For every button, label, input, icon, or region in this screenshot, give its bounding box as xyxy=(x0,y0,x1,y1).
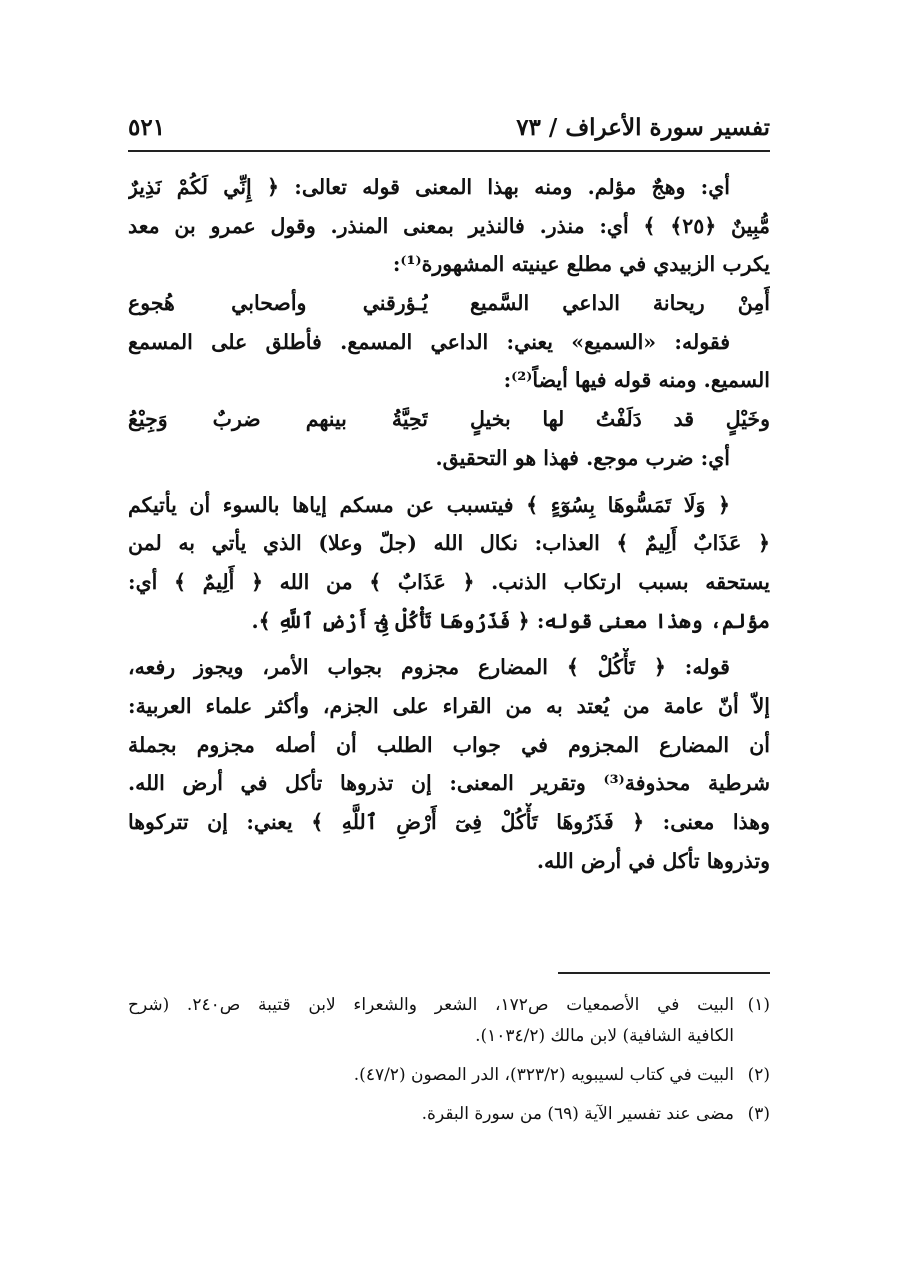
text-line: فقوله: «السميع» يعني: الداعي المسمع. فأطلق على المسمع xyxy=(128,329,730,354)
footnote-2 xyxy=(128,1060,770,1091)
text-line: ﴿ عَذَابٌ أَلِيمٌ ﴾ العذاب: نكال الله (جلّ وعلا) الذي يأتي به لمن xyxy=(128,531,770,556)
footnote-text: البيت في الأصمعيات ص١٧٢، الشعر والشعراء لابن قتيبة ص٢٤٠. (شرح xyxy=(128,995,734,1015)
text-line: أي: وهجٌ مؤلم. ومنه بهذا المعنى قوله تعالى: ﴿ إِنِّي لَكُمْ نَذِيرٌ xyxy=(128,175,730,199)
text-line: يكرب الزبيدي في مطلع عينيته المشهورة⁽¹⁾: xyxy=(392,252,770,277)
text-line: مؤلم، وهذا معنى قوله: ﴿ فَذَرُوهَا تَأْكُلْ فِىٓ أَرْضِ ٱللَّهِ ﴾. xyxy=(251,608,770,633)
text-line: قوله: ﴿ تَأْكُلْ ﴾ المضارع مجزوم بجواب الأمر، ويجوز رفعه، xyxy=(128,655,730,680)
footnote-number: (١) xyxy=(747,995,770,1015)
footnotes xyxy=(128,990,770,1130)
footnote-text: البيت في كتاب لسيبويه (٣٢٣/٢)، الدر المصون (٤٧/٢). xyxy=(353,1065,734,1085)
text-line: ﴿ وَلَا تَمَسُّوهَا بِسُوٓءٍ ﴾ فيتسبب عن مسكم إياها بالسوء أن يأتيكم xyxy=(128,492,730,517)
text-line: أن المضارع المجزوم في جواب الطلب أن أصله مجزوم بجملة xyxy=(128,732,770,757)
footnote-1-continued: الكافية الشافية) لابن مالك (١٠٣٤/٢). xyxy=(475,1026,734,1046)
footnote-rule xyxy=(558,972,770,974)
page-header xyxy=(128,112,770,152)
text-line: وهذا معنى: ﴿ فَذَرُوهَا تَأْكُلْ فِىٓ أَرْضِ ٱللَّهِ ﴾ يعني: إن تتركوها xyxy=(128,810,770,834)
text-line: أي: ضرب موجع. فهذا هو التحقيق. xyxy=(435,445,730,470)
footnote-number: (٢) xyxy=(747,1065,770,1085)
footnote-text: مضى عند تفسير الآية (٦٩) من سورة البقرة. xyxy=(421,1104,734,1124)
text-line: مُّبِينٌ ﴿٢٥﴾ ﴾ أي: منذر. فالنذير بمعنى المنذر. وقول عمرو بن معد xyxy=(128,213,770,238)
text-line: شرطية محذوفة⁽³⁾ وتقرير المعنى: إن تذروها تأكل في أرض الله. xyxy=(128,771,770,796)
main-text xyxy=(128,168,770,880)
footnote-number: (٣) xyxy=(747,1104,770,1124)
page-number: ٥٢١ xyxy=(128,114,166,141)
footnote-3 xyxy=(128,1099,770,1130)
verse-second-hemistich: يُـؤرقني وأصحابي هُجوع xyxy=(128,291,428,316)
header-rule xyxy=(128,150,770,152)
text-line: السميع. ومنه قوله فيها أيضاً⁽²⁾: xyxy=(503,368,770,393)
text-line: يستحقه بسبب ارتكاب الذنب. ﴿ عَذَابٌ ﴾ من الله ﴿ أَلِيمٌ ﴾ أي: xyxy=(128,569,770,594)
text-line: إلاّ أنّ عامة من يُعتد به من القراء على الجزم، وأكثر علماء العربية: xyxy=(128,693,770,718)
text-line: وتذروها تأكل في أرض الله. xyxy=(536,848,770,873)
verse-first-hemistich: وخَيْلٍ قد دَلَفْتُ لها بخيلٍ xyxy=(470,407,770,432)
poem-verse-2 xyxy=(128,400,770,439)
footnote-1 xyxy=(128,990,770,1021)
verse-first-hemistich: أَمِنْ ريحانة الداعي السَّميع xyxy=(470,291,770,316)
verse-second-hemistich: تَحِيَّةُ بينهم ضربٌ وَجِيْعُ xyxy=(128,407,428,432)
poem-verse-1 xyxy=(128,284,770,323)
running-title: تفسير سورة الأعراف / ٧٣ xyxy=(516,114,770,141)
